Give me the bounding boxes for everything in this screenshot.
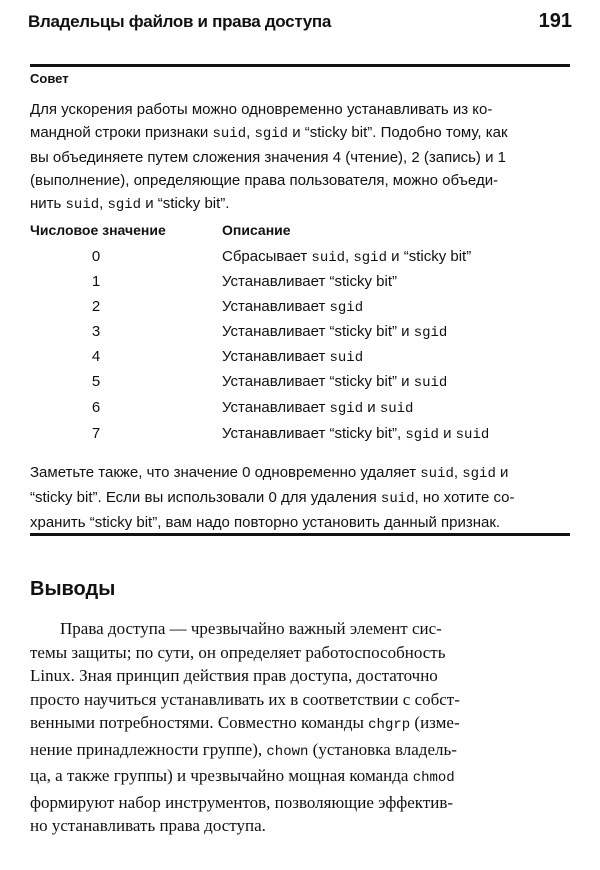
tip-line: (выполнение), определяющие права пользователя, можно объеди- [30,172,499,189]
body-line: формируют набор инструментов, позволяющие эффектив- [30,792,454,812]
tip-label: Совет [30,71,69,86]
running-header [28,10,572,38]
table-row [0,373,600,398]
row-value: 0 [91,248,101,265]
row-value: 5 [91,373,101,390]
note-line: Заметьте также, что значение 0 одновременно удаляет suid, sgid и [30,464,509,482]
row-description: Устанавливает “sticky bit” и suid [222,373,448,391]
tip-line: нить suid, sgid и “sticky bit”. [30,195,230,213]
page-number: 191 [538,10,572,32]
body-line: темы защиты; по сути, он определяет работоспособность [30,642,446,662]
row-description: Устанавливает sgid и suid [222,399,414,417]
row-value: 6 [91,399,101,416]
table-header-description: Описание [222,222,291,238]
note-line: “sticky bit”. Если вы использовали 0 для удаления suid, но хотите со- [30,489,515,507]
chapter-title: Владельцы файлов и права доступа [28,12,332,31]
row-value: 3 [91,323,101,340]
body-line: Linux. Зная принцип действия прав доступа, достаточно [30,666,438,685]
tip-line: вы объединяете путем сложения значения 4 (чтение), 2 (запись) и 1 [30,149,506,166]
row-description: Устанавливает “sticky bit” [222,273,397,290]
note-line: хранить “sticky bit”, вам надо повторно установить данный признак. [30,514,501,531]
tip-line: Для ускорения работы можно одновременно устанавливать из ко- [30,101,493,118]
tip-bottom-rule [30,533,570,536]
body-line: Права доступа — чрезвычайно важный элемент сис- [60,619,442,638]
body-line: венными потребностями. Совместно команды chgrp (изме- [30,713,460,733]
table-row [0,248,600,273]
body-line: ца, а также группы) и чрезвычайно мощная команда chmod [30,766,455,786]
row-description: Сбрасывает suid, sgid и “sticky bit” [222,248,472,266]
tip-note [30,461,570,534]
row-description: Устанавливает suid [222,348,364,366]
table-row [0,273,600,298]
row-description: Устанавливает “sticky bit” и sgid [222,323,448,341]
row-value: 1 [91,273,101,290]
tip-top-rule [30,64,570,67]
section-heading: Выводы [30,578,116,600]
table-row [0,399,600,424]
tip-line: мандной строки признаки suid, sgid и “sticky bit”. Подобно тому, как [30,124,508,142]
body-line: просто научиться устанавливать их в соответствии с собст- [30,689,460,709]
table-header-value: Числовое значение [30,222,166,238]
body-line: но устанавливать права доступа. [30,816,266,835]
row-description: Устанавливает “sticky bit”, sgid и suid [222,425,490,443]
row-value: 7 [91,425,101,442]
table-row [0,425,600,450]
row-description: Устанавливает sgid [222,298,364,316]
section-body [30,617,575,838]
table-row [0,348,600,373]
tip-text [30,98,570,217]
table-row [0,323,600,348]
row-value: 4 [91,348,101,365]
row-value: 2 [91,298,101,315]
table-row [0,298,600,323]
body-line: нение принадлежности группе), chown (установка владель- [30,739,457,760]
